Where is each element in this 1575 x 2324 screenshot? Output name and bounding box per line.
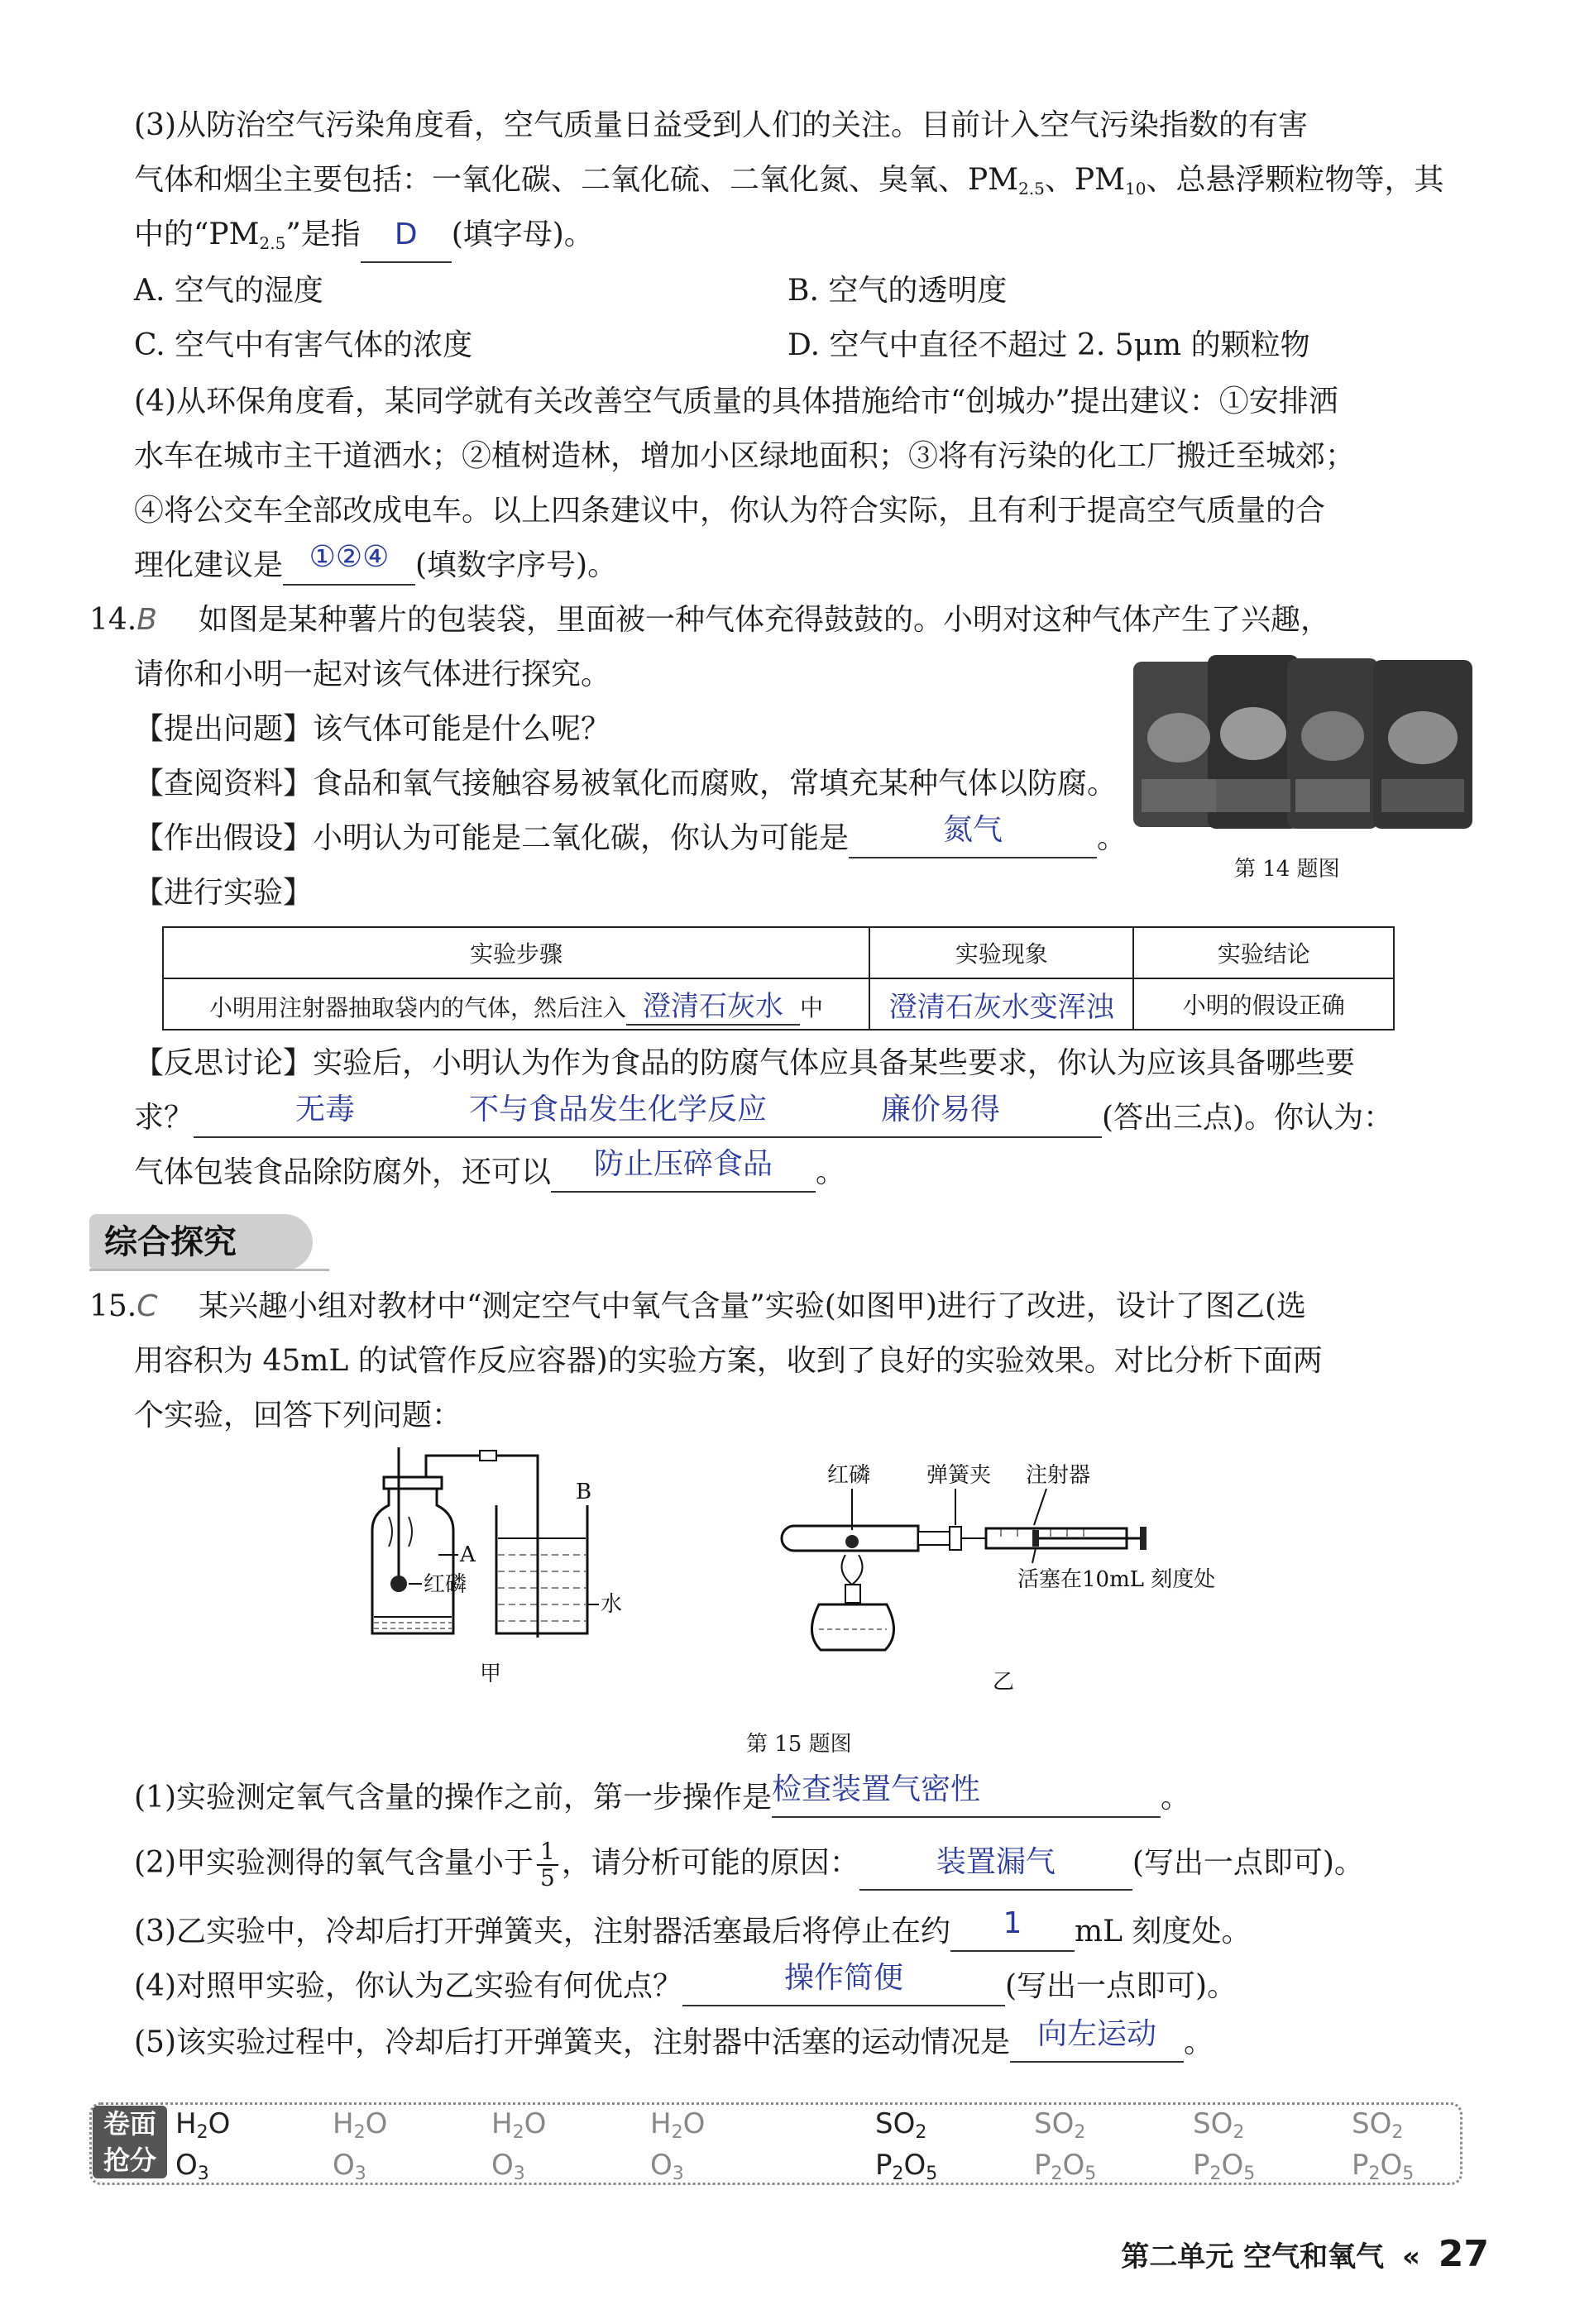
jia-label-red-p: 红磷 [424, 1572, 467, 1597]
q13-option-b: B. 空气的透明度 [788, 274, 1008, 308]
page-number: 27 [1438, 2233, 1489, 2275]
jia-clamp [480, 1451, 496, 1461]
table-header: 实验步骤 [163, 927, 869, 978]
q13-option-c: C. 空气中有害气体的浓度 [134, 328, 473, 362]
q14-info: 【查阅资料】食品和氧气接触容易被氧化而腐败，常填充某种气体以防腐。 [134, 767, 1118, 801]
q13-p4-line2: 水车在城市主干道洒水；②植树造林，增加小区绿地面积；③将有污染的化工厂搬迁至城郊； [134, 439, 1356, 473]
q14-reflect-blank-2[interactable] [457, 1093, 779, 1138]
practice-h2o-trace: H2O [333, 2107, 388, 2143]
table-header: 实验现象 [869, 927, 1134, 978]
yi-alcohol-lamp [811, 1604, 893, 1650]
practice-o3-trace: O3 [333, 2149, 366, 2184]
yi-spring-clamp [950, 1527, 961, 1550]
yi-piston [1032, 1530, 1039, 1547]
practice-h2o-model: H2O [175, 2107, 231, 2143]
yi-label-red-p: 红磷 [827, 1463, 871, 1488]
jia-label-a: A [460, 1542, 476, 1567]
q14-extra-answer: 防止压碎食品 [594, 1147, 773, 1181]
q15-s3-answer: 1 [1003, 1906, 1022, 1940]
practice-so2-model: SO2 [875, 2107, 927, 2143]
practice-p2o5-model: P2O5 [875, 2149, 938, 2184]
yi-label-clamp: 弹簧夹 [926, 1463, 992, 1488]
jia-label-b: B [576, 1480, 592, 1504]
q13-p4-line3: ④将公交车全部改成电车。以上四条建议中，你认为符合实际，且有利于提高空气质量的合 [134, 494, 1326, 528]
figure-jia [356, 1447, 687, 1687]
q14-extra: 气体包装食品除防腐外，还可以 防止压碎食品 。 [134, 1153, 845, 1193]
practice-so2-trace: SO2 [1034, 2107, 1086, 2143]
q13-p3-line3: 中的“$PM_{2.5}$”是指 D (填字母)。 [134, 215, 594, 263]
q14-exp-heading: 【进行实验】 [134, 876, 314, 910]
q13-p4-answer: ①②④ [309, 540, 390, 574]
q13-p3-answer: D [394, 218, 418, 251]
q15-s5: (5)该实验过程中，冷却后打开弹簧夹，注射器中活塞的运动情况是 向左运动 。 [134, 2023, 1214, 2063]
q15-s5-blank[interactable] [1010, 2017, 1184, 2063]
section-banner-underline [89, 1269, 329, 1271]
q14-line2: 请你和小明一起对该气体进行探究。 [134, 658, 611, 691]
q15-s3-blank[interactable] [950, 1906, 1075, 1952]
fraction-one-fifth: $\frac{1}{5}$ [537, 1839, 558, 1891]
q13-p3-blank[interactable] [361, 218, 452, 263]
practice-so2-trace: SO2 [1193, 2107, 1245, 2143]
q14-extra-blank[interactable] [551, 1147, 816, 1193]
chip-bags-photo [1133, 655, 1481, 837]
q13-p4-line4: 理化建议是 ①②④ (填数字序号)。 [134, 546, 617, 586]
q14-reflect-answer-2: 不与食品发生化学反应 [469, 1093, 768, 1126]
q15-line3: 个实验，回答下列问题： [134, 1399, 462, 1432]
q14-reflect-line2: 求？ 无毒 不与食品发生化学反应 廉价易得 (答出三点)。你认为： [134, 1098, 1393, 1138]
q15-s2: (2)甲实验测得的氧气含量小于 $\frac{1}{5}$ ，请分析可能的原因： 装置漏气 (写出一点即可)。 [134, 1838, 1364, 1891]
q14-reflect-blank-1[interactable] [194, 1093, 457, 1138]
q15-s4-answer: 操作简便 [783, 1961, 903, 1995]
q14-step-answer[interactable]: 澄清石灰水 [626, 983, 800, 1026]
unit-title: 第二单元 空气和氧气 [1121, 2240, 1385, 2274]
q15-s1-blank[interactable] [772, 1772, 1161, 1818]
practice-label: 卷面 抢分 [93, 2106, 167, 2178]
practice-so2-trace: SO2 [1352, 2107, 1404, 2143]
q14-figure-caption: 第 14 题图 [1234, 857, 1340, 882]
jia-red-phosphorus [390, 1576, 407, 1592]
q13-p4-line1: (4)从环保角度看，某同学就有关改善空气质量的具体措施给市“创城办”提出建议：①安排洒 [134, 385, 1338, 418]
practice-h2o-trace: H2O [650, 2107, 706, 2143]
table-cell-step: 小明用注射器抽取袋内的气体，然后注入 澄清石灰水 中 [163, 978, 869, 1030]
q14-ask: 【提出问题】该气体可能是什么呢？ [134, 712, 611, 746]
yi-caption: 乙 [993, 1670, 1015, 1695]
jia-stopper [384, 1477, 442, 1489]
double-chevron-icon: « [1401, 2240, 1420, 2274]
practice-o3-trace: O3 [491, 2149, 525, 2184]
section-banner: 综合探究 [89, 1214, 313, 1270]
q14-hyp-blank[interactable] [849, 813, 1097, 858]
figure-yi [769, 1456, 1266, 1695]
q15-s1: (1)实验测定氧气含量的操作之前，第一步操作是 检查装置气密性 。 [134, 1778, 1190, 1818]
practice-h2o-trace: H2O [491, 2107, 547, 2143]
yi-label-piston: 活塞在10mL 刻度处 [1017, 1567, 1216, 1592]
jia-label-water: 水 [601, 1592, 623, 1617]
q14-phenomenon-answer[interactable]: 澄清石灰水变浑浊 [869, 978, 1134, 1030]
handwriting-practice-strip [89, 2102, 1462, 2185]
q13-option-a: A. 空气的湿度 [134, 274, 323, 308]
jia-beaker [496, 1505, 587, 1633]
q14-reflect-answer-1: 无毒 [295, 1093, 356, 1126]
table-header: 实验结论 [1133, 927, 1394, 978]
practice-p2o5-trace: P2O5 [1034, 2149, 1097, 2184]
table-row [163, 978, 1394, 1030]
q15-s4: (4)对照甲实验，你认为乙实验有何优点？ 操作简便 (写出一点即可)。 [134, 1967, 1237, 2006]
q15-figure-caption: 第 15 题图 [746, 1732, 852, 1757]
yi-red-phosphorus [845, 1535, 859, 1548]
yi-label-syringe: 注射器 [1026, 1463, 1091, 1488]
practice-o3-model: O3 [175, 2149, 209, 2184]
q15-s3: (3)乙实验中，冷却后打开弹簧夹，注射器活塞最后将停止在约 1 mL 刻度处。 [134, 1912, 1252, 1952]
q13-option-d: D. 空气中直径不超过 2. 5μm 的颗粒物 [788, 328, 1310, 362]
jia-bottle [372, 1485, 453, 1633]
table-cell-conclusion: 小明的假设正确 [1133, 978, 1394, 1030]
practice-o3-trace: O3 [650, 2149, 684, 2184]
q14-number: 14.B [89, 603, 157, 637]
jia-caption: 甲 [480, 1662, 502, 1686]
table-header-row [163, 927, 1394, 978]
page-footer [1121, 2233, 1489, 2275]
q13-p3-line1: (3)从防治空气污染角度看，空气质量日益受到人们的关注。目前计入空气污染指数的有害 [134, 108, 1308, 142]
q15-line1: 某兴趣小组对教材中“测定空气中氧气含量”实验(如图甲)进行了改进，设计了图乙(选 [199, 1289, 1306, 1323]
practice-p2o5-trace: P2O5 [1352, 2149, 1415, 2184]
q15-number: 15.C [89, 1289, 158, 1323]
q13-p3-line2: 气体和烟尘主要包括：一氧化碳、二氧化硫、二氧化氮、臭氧、$PM_{2.5}$、$PM_{10}$、总悬浮颗粒物等，其 [134, 163, 1444, 198]
q15-line2: 用容积为 45mL 的试管作反应容器)的实验方案，收到了良好的实验效果。对比分析下面两 [134, 1344, 1323, 1378]
q14-reflect-blank-3[interactable] [779, 1093, 1102, 1138]
q15-s4-blank[interactable] [682, 1961, 1005, 2006]
q15-s2-answer: 装置漏气 [936, 1845, 1056, 1879]
q14-hypothesis: 【作出假设】小明认为可能是二氧化碳，你认为可能是 氮气 。 [134, 819, 1127, 858]
q14-experiment-table [162, 926, 1395, 1030]
q14-reflect-line1: 【反思讨论】实验后，小明认为作为食品的防腐气体应具备某些要求，你认为应该具备哪些要 [134, 1046, 1356, 1080]
q15-s5-answer: 向左运动 [1036, 2017, 1156, 2051]
q14-line1: 如图是某种薯片的包装袋，里面被一种气体充得鼓鼓的。小明对这种气体产生了兴趣， [199, 603, 1331, 637]
q13-p4-blank[interactable] [283, 540, 415, 586]
q15-s2-blank[interactable] [859, 1845, 1132, 1891]
q14-reflect-answer-3: 廉价易得 [881, 1093, 1001, 1126]
q14-hyp-answer: 氮气 [943, 813, 1003, 847]
practice-p2o5-trace: P2O5 [1193, 2149, 1256, 2184]
q15-s1-answer: 检查装置气密性 [772, 1772, 981, 1806]
